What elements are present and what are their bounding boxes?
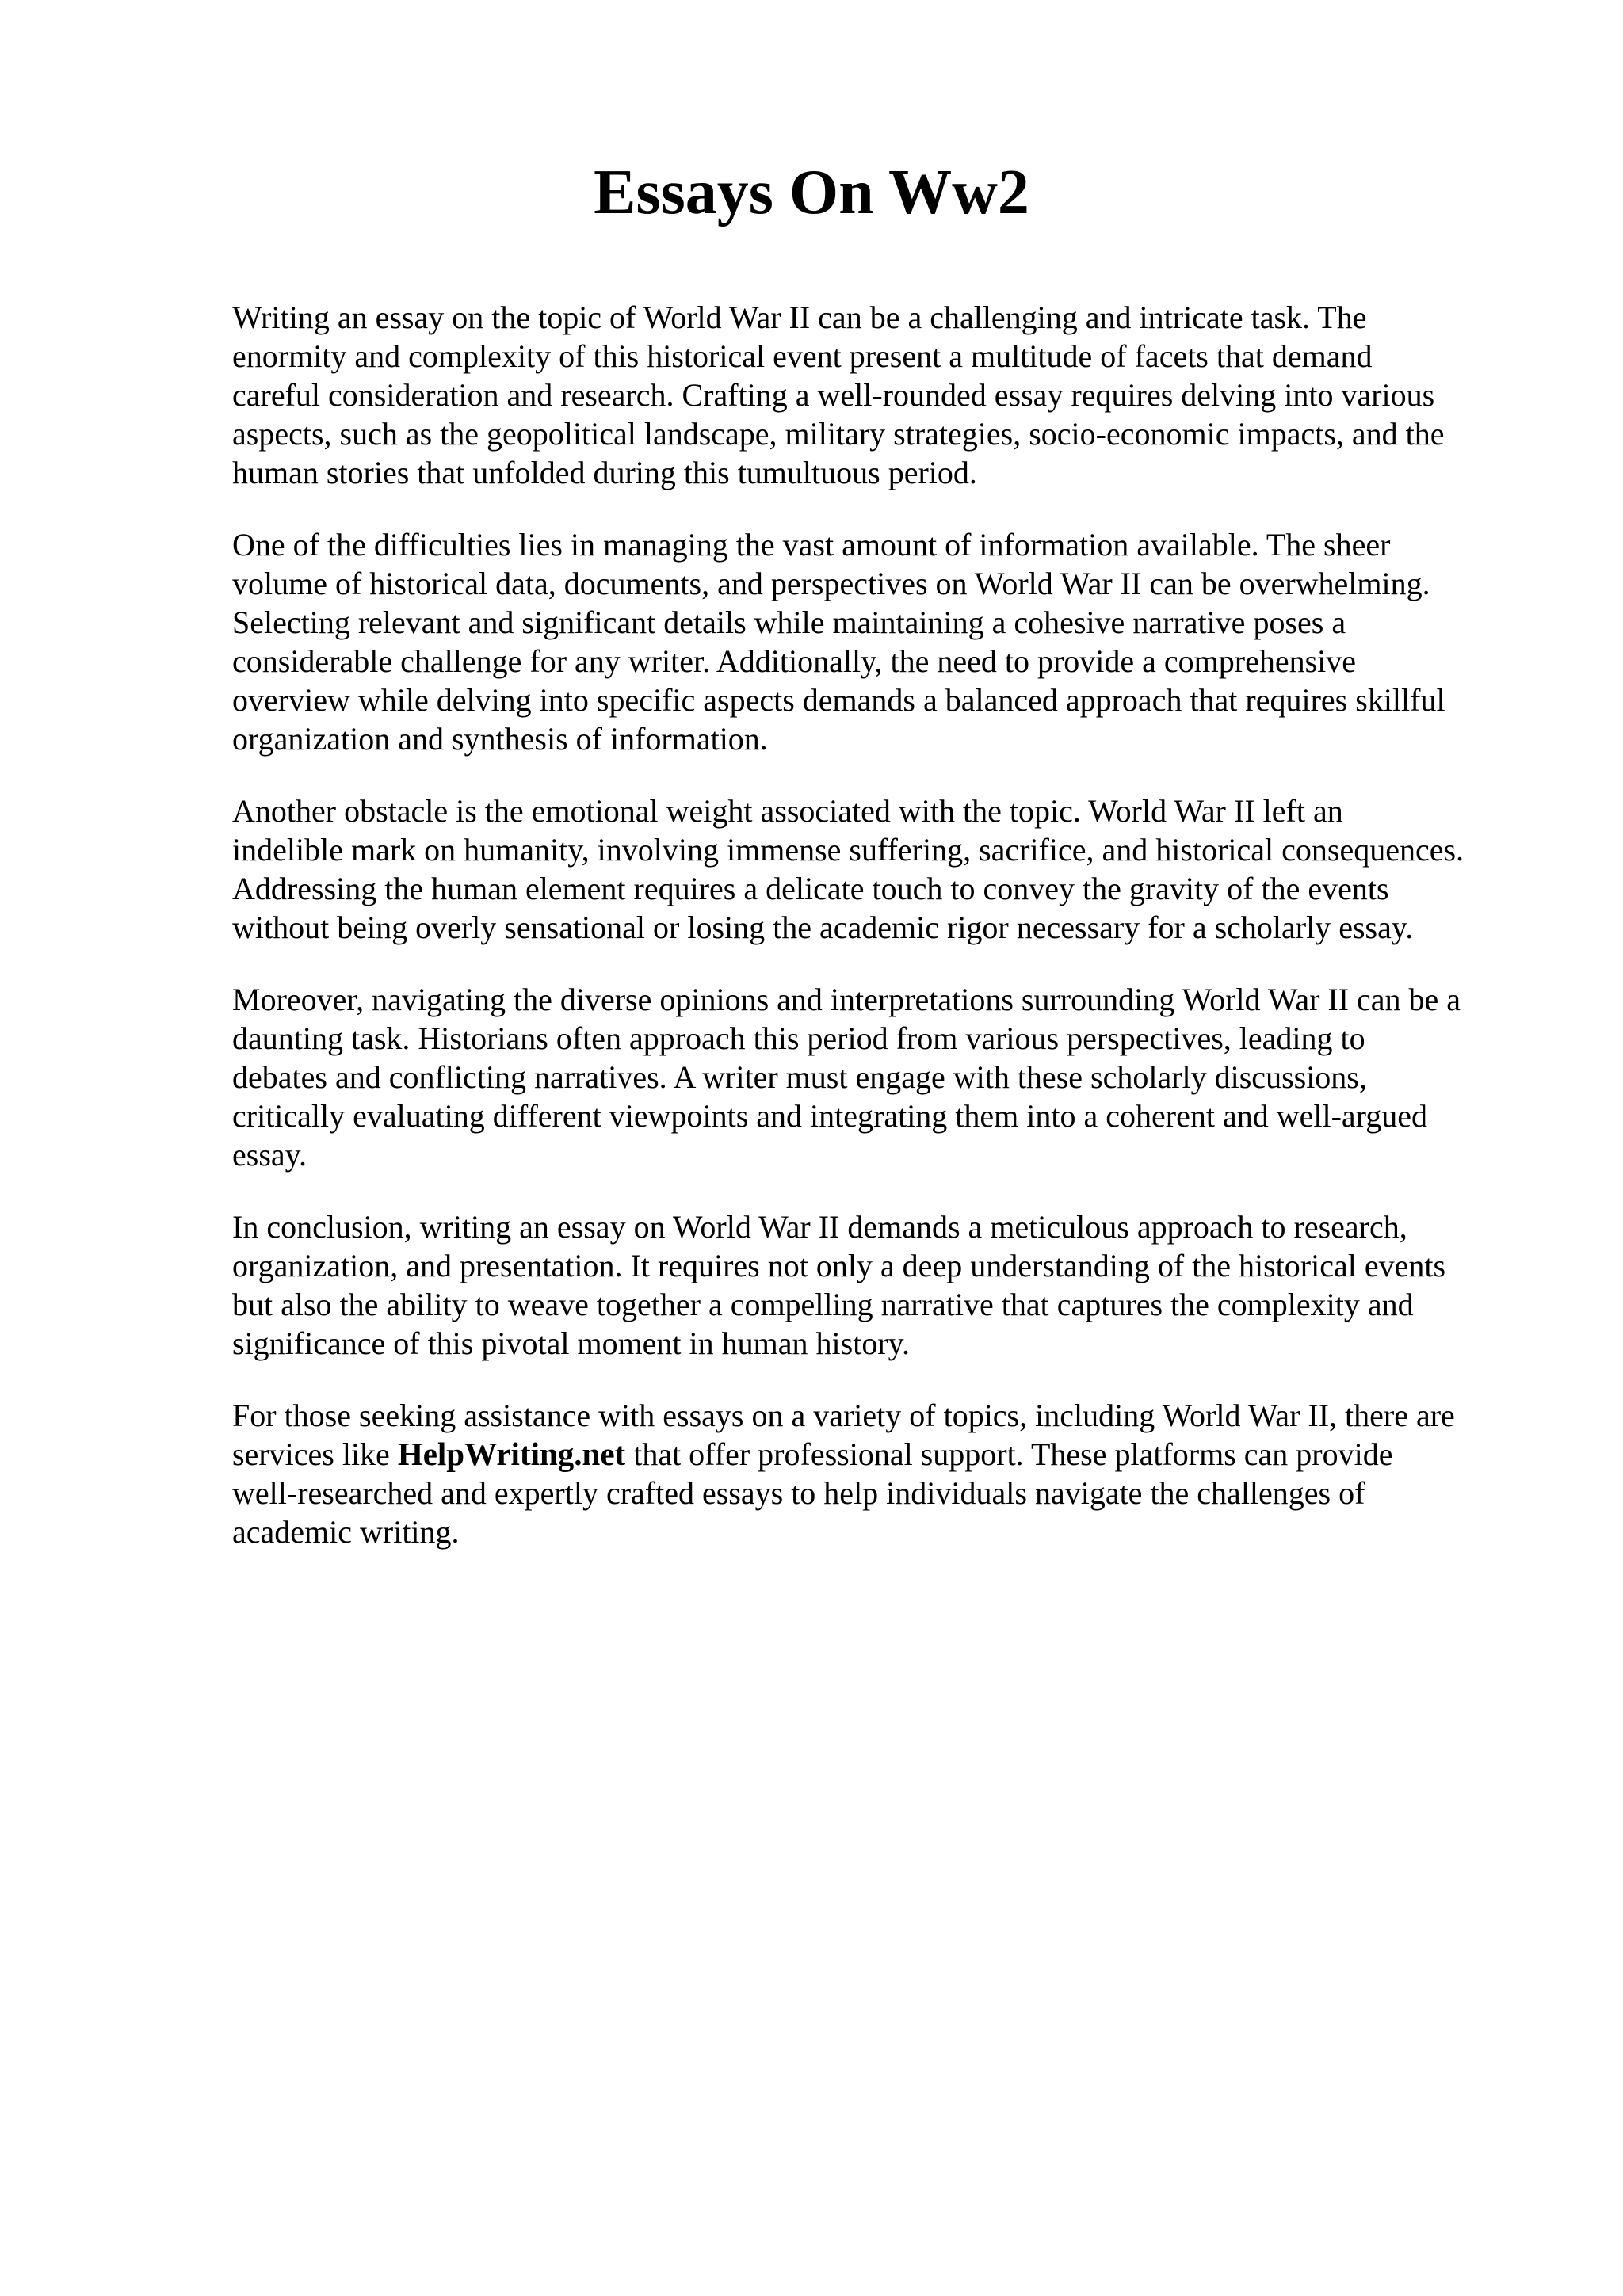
paragraph-line: volume of historical data, documents, and perspectives on World War II can be overwhelming. <box>232 566 1430 601</box>
closing-paragraph <box>232 1396 1532 1551</box>
paragraph-line: without being overly sensational or losing the academic rigor necessary for a scholarly essay. <box>232 910 1414 945</box>
paragraph-line: Writing an essay on the topic of World War II can be a challenging and intricate task. The <box>232 299 1367 335</box>
paragraph-line: critically evaluating different viewpoints and integrating them into a coherent and well-argued <box>232 1098 1428 1134</box>
paragraph-line: significance of this pivotal moment in human history. <box>232 1325 911 1361</box>
document-title: Essays On Ww2 <box>594 158 1029 227</box>
paragraph-line: organization and synthesis of information. <box>232 721 768 757</box>
paragraph-line: but also the ability to weave together a compelling narrative that captures the complexity and <box>232 1287 1414 1322</box>
paragraph-line: organization, and presentation. It requires not only a deep understanding of the historical events <box>232 1248 1446 1283</box>
paragraph-2 <box>232 525 1532 758</box>
closing-text-before-link: services like <box>232 1436 398 1472</box>
paragraph-line: One of the difficulties lies in managing the vast amount of information available. The sheer <box>232 527 1391 563</box>
paragraph-line: academic writing. <box>232 1514 460 1550</box>
paragraph-line: human stories that unfolded during this tumultuous period. <box>232 455 977 490</box>
paragraph-line: careful consideration and research. Crafting a well-rounded essay requires delving into various <box>232 377 1435 413</box>
helpwriting-link[interactable]: HelpWriting.net <box>397 1436 626 1472</box>
paragraph-line <box>232 1435 1532 1474</box>
paragraph-line: enormity and complexity of this historical event present a multitude of facets that demand <box>232 338 1373 374</box>
paragraph-line: considerable challenge for any writer. Additionally, the need to provide a comprehensive <box>232 643 1357 679</box>
paragraph-line: essay. <box>232 1137 307 1173</box>
paragraph-line: For those seeking assistance with essays on a variety of topics, including World War II, there are <box>232 1398 1455 1433</box>
paragraph-4 <box>232 980 1532 1174</box>
paragraph-line: overview while delving into specific aspects demands a balanced approach that requires skillful <box>232 682 1445 718</box>
paragraph-3 <box>232 791 1532 947</box>
paragraph-line: indelible mark on humanity, involving immense suffering, sacrifice, and historical consequences. <box>232 832 1465 868</box>
closing-text-after-link: that offer professional support. These platforms can provide <box>625 1436 1393 1472</box>
paragraph-line: Addressing the human element requires a delicate touch to convey the gravity of the events <box>232 871 1389 906</box>
paragraph-line: daunting task. Historians often approach this period from various perspectives, leading to <box>232 1020 1365 1056</box>
paragraph-line: well-researched and expertly crafted essays to help individuals navigate the challenges of <box>232 1475 1365 1511</box>
paragraph-5 <box>232 1207 1532 1363</box>
paragraph-1 <box>232 298 1532 492</box>
paragraph-line: In conclusion, writing an essay on World War II demands a meticulous approach to research, <box>232 1209 1407 1245</box>
document-body <box>232 298 1532 1585</box>
paragraph-line: Selecting relevant and significant details while maintaining a cohesive narrative poses a <box>232 605 1346 640</box>
paragraph-line: aspects, such as the geopolitical landscape, military strategies, socio-economic impacts, and the <box>232 416 1445 452</box>
paragraph-line: Another obstacle is the emotional weight associated with the topic. World War II left an <box>232 793 1343 829</box>
paragraph-line: Moreover, navigating the diverse opinions and interpretations surrounding World War II can be a <box>232 982 1461 1017</box>
paragraph-line: debates and conflicting narratives. A writer must engage with these scholarly discussions, <box>232 1059 1367 1095</box>
